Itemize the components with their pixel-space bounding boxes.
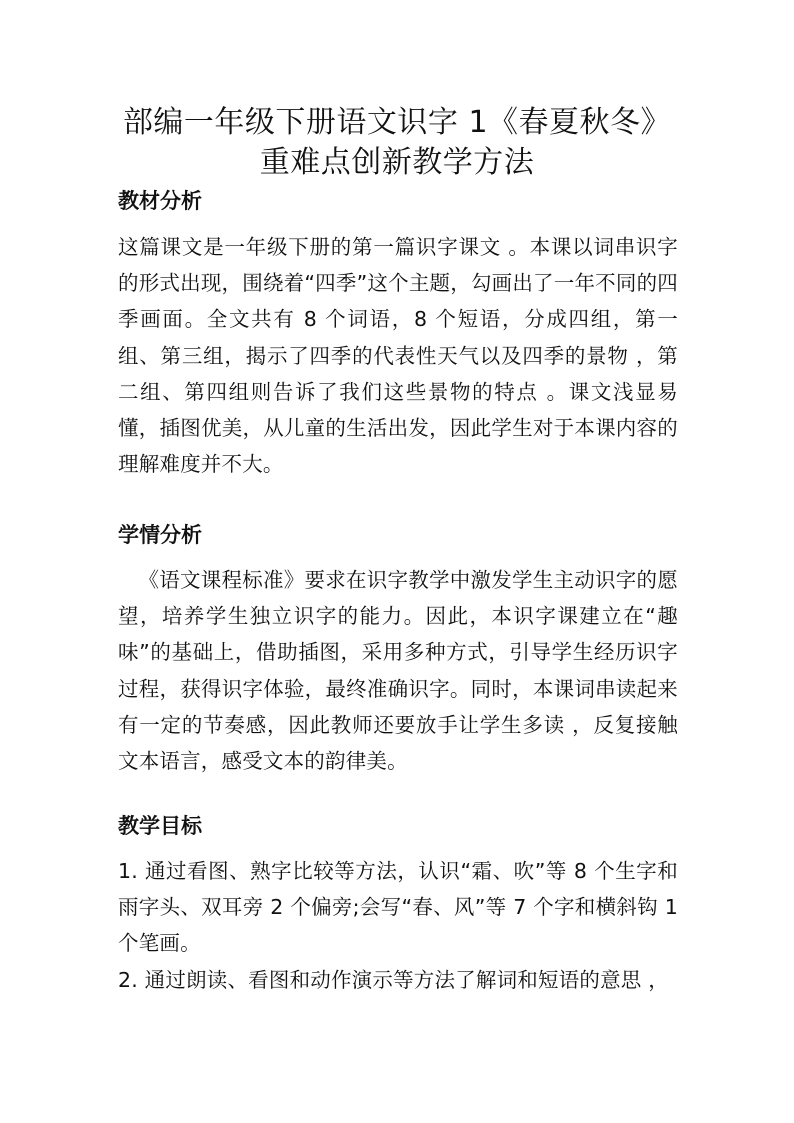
- document-title-line-2: 重难点创新教学方法: [259, 145, 535, 180]
- section-paragraph-textbook-analysis: 这篇课文是一年级下册的第一篇识字课文 。本课以词串识字的形式出现，围绕着“四季”这个主题，勾画出了一年不同的四季画面。全文共有 8 个词语，8 个短语，分成四组，第一组、第三组，揭示了四季的代表性天气以及四季的景物 ，第二组、第四组则告诉了我们这些景物的特点 。课文浅显易懂，插图优美，从儿童的生活出发，因此学生对于本课内容的理解难度并不大。: [118, 235, 678, 477]
- document-title-line-1: 部编一年级下册语文识字 1《春夏秋冬》: [122, 105, 672, 140]
- section-heading-learner-analysis: 学情分析: [118, 523, 202, 547]
- section-heading-textbook-analysis: 教材分析: [118, 189, 202, 213]
- section-heading-teaching-goals: 教学目标: [118, 814, 202, 838]
- teaching-goal-item-2: 2. 通过朗读、看图和动作演示等方法了解词和短语的意思 ，: [118, 968, 669, 992]
- section-paragraph-learner-analysis: 《语文课程标准》要求在识字教学中激发学生主动识字的愿望，培养学生独立识字的能力。因此，本识字课建立在“趣味”的基础上，借助插图，采用多种方式，引导学生经历识字过程，获得识字体验，最终准确识字。同时，本课词串读起来有一定的节奏感，因此教师还要放手让学生多读 ，反复接触文本语言，感受文本的韵律美。: [118, 568, 678, 774]
- teaching-goal-item-1: 1. 通过看图、熟字比较等方法，认识“霜、吹”等 8 个生字和雨字头、双耳旁 2 个偏旁;会写“春、风”等 7 个字和横斜钩 1 个笔画。: [118, 859, 678, 956]
